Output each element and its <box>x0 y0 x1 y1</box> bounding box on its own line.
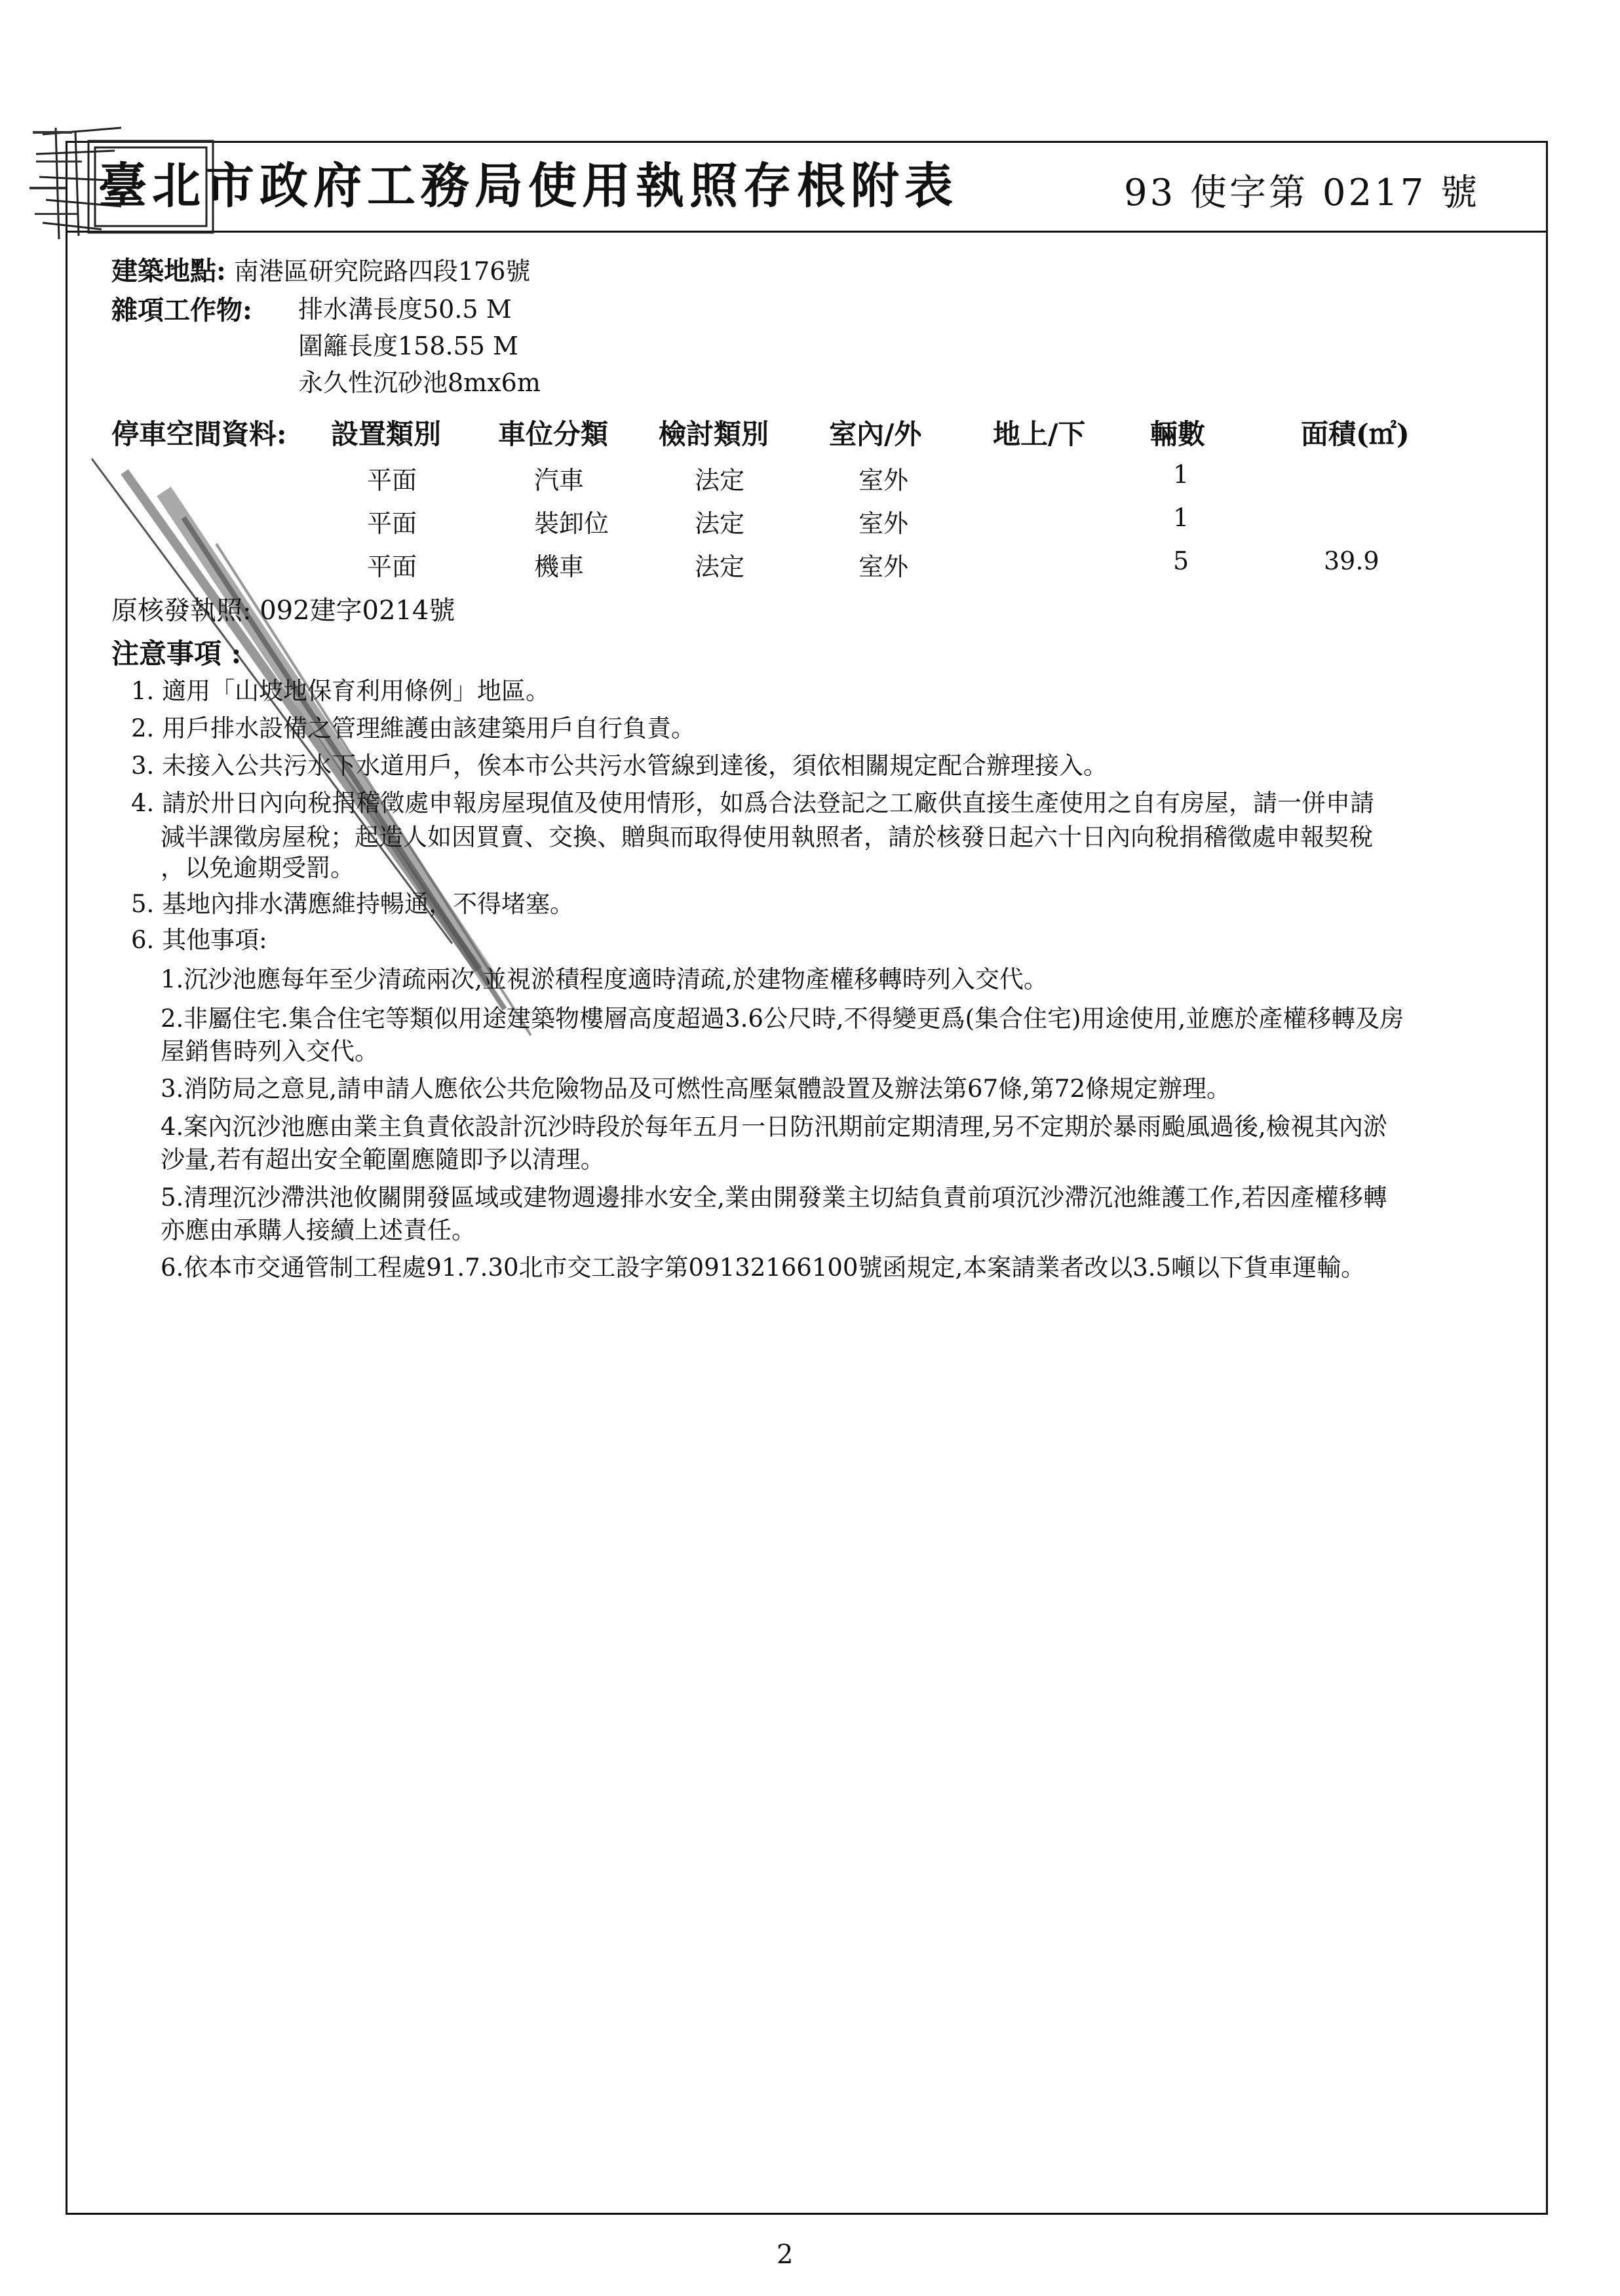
parking-header-type: 設置類別 <box>331 418 442 450</box>
parking-cell: 平面 <box>367 509 417 538</box>
parking-header-level: 地上/下 <box>993 418 1086 450</box>
parking-cell: 法定 <box>695 509 745 538</box>
note-line: 沙量,若有超出安全範圍應隨即予以清理。 <box>161 1145 605 1174</box>
parking-label: 停車空間資料: <box>111 418 287 450</box>
parking-cell: 法定 <box>695 552 745 581</box>
note-line: 亦應由承購人接續上述責任。 <box>161 1216 476 1244</box>
parking-cell: 5 <box>1173 546 1189 575</box>
parking-cell: 39.9 <box>1324 546 1379 575</box>
note-line: 5.清理沉沙滯洪池攸關開發區域或建物週邊排水安全,業由開發業主切結負責前項沉沙滯沉池維護工作,若因產權移轉 <box>161 1183 1387 1212</box>
misc-work-item: 排水溝長度50.5 M <box>298 295 512 324</box>
note-line: 2.非屬住宅.集合住宅等類似用途建築物樓層高度超過3.6公尺時,不得變更爲(集合住宅)用途使用,並應於產權移轉及房 <box>161 1004 1404 1033</box>
notes-label: 注意事項 : <box>111 638 242 670</box>
parking-cell: 室外 <box>858 509 909 538</box>
address-value: 南港區研究院路四段176號 <box>233 257 531 286</box>
note-line: 6.依本市交通管制工程處91.7.30北市交工設字第09132166100號函規定,本案請業者改以3.5噸以下貨車運輸。 <box>161 1253 1366 1282</box>
parking-header-count: 輛數 <box>1150 418 1206 450</box>
note-line: 4.案內沉沙池應由業主負責依設計沉沙時段於每年五月一日防汛期前定期清理,另不定期於暴雨颱風過後,檢視其內淤 <box>161 1113 1387 1141</box>
parking-cell: 汽車 <box>534 466 585 495</box>
note-line: 減半課徵房屋稅；起造人如因買賣、交換、贈與而取得使用執照者，請於核發日起六十日內向稅捐稽徵處申報契稅 <box>161 823 1373 851</box>
parking-header-inout: 室內/外 <box>829 418 922 450</box>
parking-header-area: 面積(㎡) <box>1301 418 1410 450</box>
misc-work-item: 永久性沉砂池8mx6m <box>298 368 541 397</box>
parking-cell: 1 <box>1173 460 1189 489</box>
note-line: 屋銷售時列入交代。 <box>161 1037 379 1065</box>
parking-cell: 室外 <box>858 552 909 581</box>
parking-cell: 平面 <box>367 552 417 581</box>
note-line: ，以免逾期受罰。 <box>161 854 355 882</box>
parking-cell: 室外 <box>858 466 909 495</box>
misc-works-label: 雜項工作物: <box>111 295 252 326</box>
note-line: 1.沉沙池應每年至少清疏兩次,並視淤積程度適時清疏,於建物產權移轉時列入交代。 <box>161 965 1048 993</box>
misc-work-item: 圍籬長度158.55 M <box>298 332 518 360</box>
note-line: 3.消防局之意見,請申請人應依公共危險物品及可燃性高壓氣體設置及辦法第67條,第72條規定辦理。 <box>161 1075 1231 1103</box>
note-line: 5. 基地內排水溝應維持暢通，不得堵塞。 <box>131 890 575 918</box>
note-line: 1. 適用「山坡地保育利用條例」地區。 <box>131 677 550 705</box>
parking-cell: 1 <box>1173 503 1189 532</box>
note-line: 4. 請於卅日內向稅捐稽徵處申報房屋現值及使用情形，如爲合法登記之工廠供直接生產使用之自有房屋，請一併申請 <box>131 789 1375 817</box>
original-permit: 原核發執照: 092建字0214號 <box>111 596 455 626</box>
note-line: 3. 未接入公共污水下水道用戶，俟本市公共污水管線到達後，須依相關規定配合辦理接入。 <box>131 752 1108 780</box>
parking-cell: 平面 <box>367 466 417 495</box>
document-title: 臺北市政府工務局使用執照存根附表 <box>98 158 958 214</box>
address-line <box>111 257 530 286</box>
note-line: 2. 用戶排水設備之管理維護由該建築用戶自行負責。 <box>131 714 696 742</box>
note-line: 6. 其他事項: <box>131 926 267 954</box>
parking-header-class: 車位分類 <box>498 418 609 450</box>
parking-header-review: 檢討類別 <box>659 418 769 450</box>
parking-cell: 法定 <box>695 466 745 495</box>
permit-number: 93 使字第 0217 號 <box>1124 172 1480 214</box>
parking-cell: 機車 <box>534 552 585 581</box>
address-label: 建築地點: <box>111 256 226 286</box>
parking-cell: 裝卸位 <box>534 509 609 538</box>
page-number: 2 <box>777 2240 794 2270</box>
